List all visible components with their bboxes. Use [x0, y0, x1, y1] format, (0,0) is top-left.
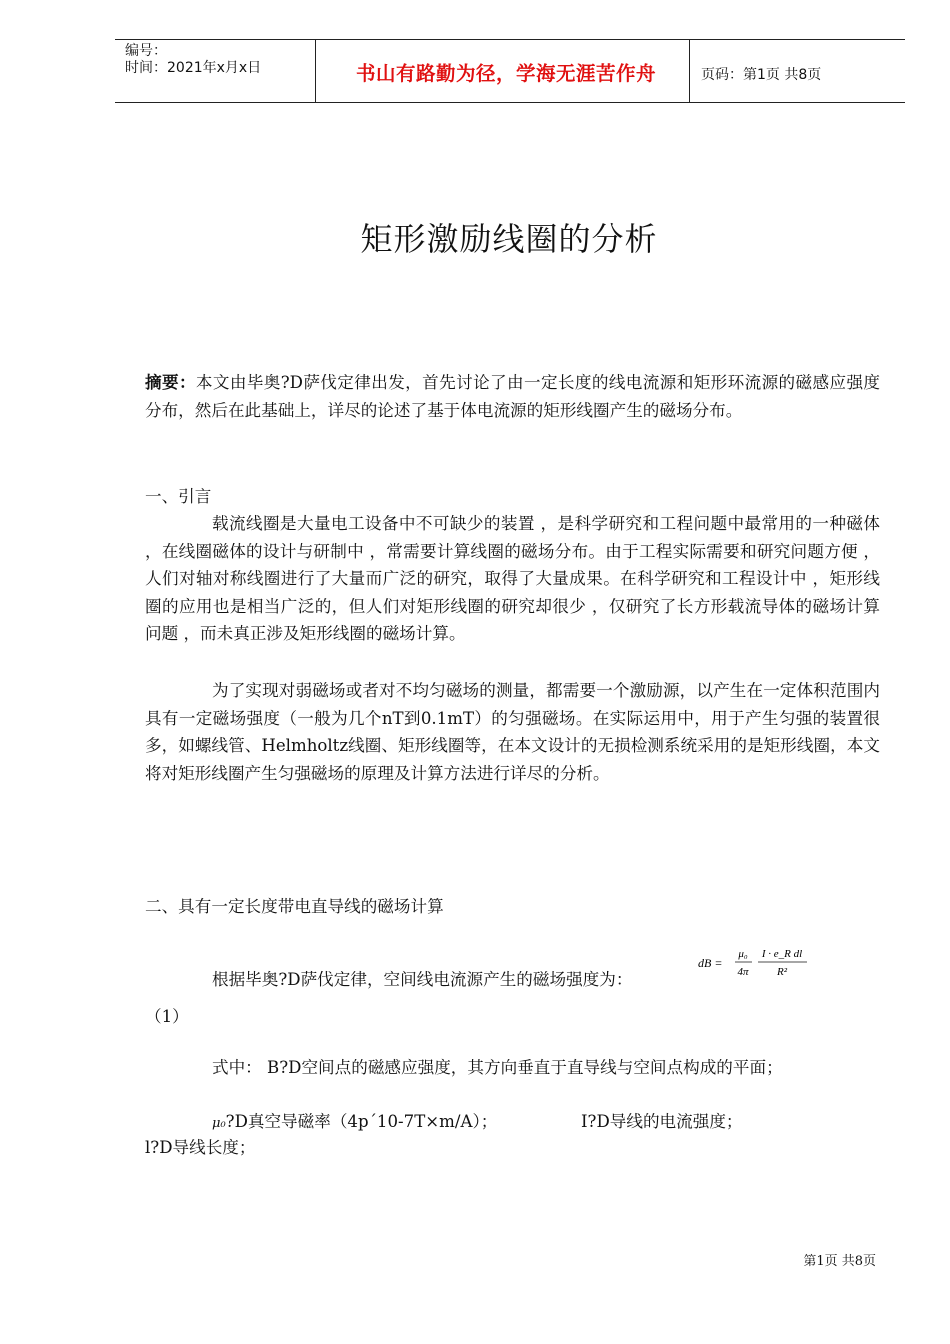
header-meta	[125, 43, 261, 77]
number-label: 编号：	[125, 43, 167, 59]
time-label: 时间：2021年x月x日	[125, 60, 262, 76]
mu-symbol: μ₀	[212, 1116, 226, 1131]
abstract	[145, 369, 880, 424]
page-footer: 第1页 共8页	[803, 1254, 876, 1269]
abstract-label: 摘要：	[145, 373, 196, 392]
mu-line	[212, 1108, 497, 1132]
section-2-heading: 二、具有一定长度带电直导线的磁场计算	[145, 897, 444, 916]
formula-frac-num: I · e_R dl	[761, 948, 803, 960]
length-line: l?D导线长度；	[145, 1138, 256, 1157]
formula-intro: 根据毕奥?D萨伐定律，空间线电流源产生的磁场强度为：	[212, 970, 633, 989]
formula-db	[697, 943, 812, 983]
where-line: 式中： B?D空间点的磁感应强度，其方向垂直于直导线与空间点构成的平面；	[212, 1058, 783, 1077]
header-bar	[115, 39, 905, 103]
header-motto: 书山有路勤为径，学海无涯苦作舟	[355, 62, 656, 85]
document-title: 矩形激励线圈的分析	[360, 220, 658, 258]
formula-coef-den: 4π	[737, 966, 749, 978]
formula-coef-num: μ₀	[738, 948, 748, 960]
section-1-paragraph-2: 为了实现对弱磁场或者对不均匀磁场的测量，都需要一个激励源，以产生在一定体积范围内具有一定磁场强度（一般为几个nT到0.1mT）的匀强磁场。在实际运用中，用于产生匀强的装置很多，如螺线管、Helmholtz线圈、矩形线圈等，在本文设计的无损检测系统采用的是矩形线圈，本文将对矩形线圈产生匀强磁场的原理及计算方法进行详尽的分析。	[145, 681, 880, 783]
formula-frac-den: R²	[776, 966, 788, 978]
current-line: I?D导线的电流强度；	[581, 1112, 743, 1131]
mu-text: ?D真空导磁率（4p´10-7T×m/A）；	[225, 1112, 498, 1131]
section-1-paragraph-1: 载流线圈是大量电工设备中不可缺少的装置 ，是科学研究和工程问题中最常用的一种磁体 ，在线圈磁体的设计与研制中 ，常需要计算线圈的磁场分布。由于工程实际需要和研究问题方便 ，人们对轴对称线圈进行了大量而广泛的研究，取得了大量成果。在科学研究和工程设计中 ，矩形线圈的应用也是相当广泛的，但人们对矩形线圈的研究却很少 ，仅研究了长方形载流导体的磁场计算问题 ，而未真正涉及矩形线圈的磁场计算。	[145, 514, 880, 643]
section-1-heading: 一、引言	[145, 487, 212, 506]
header-divider	[315, 40, 316, 102]
formula-lhs: dB =	[698, 956, 723, 970]
header-divider	[689, 40, 690, 102]
equation-number: （1）	[145, 1007, 189, 1026]
abstract-text: 本文由毕奥?D萨伐定律出发，首先讨论了由一定长度的线电流源和矩形环流源的磁感应强度分布，然后在此基础上，详尽的论述了基于体电流源的矩形线圈产生的磁场分布。	[145, 373, 881, 420]
header-page-info: 页码：第1页 共8页	[701, 67, 822, 83]
